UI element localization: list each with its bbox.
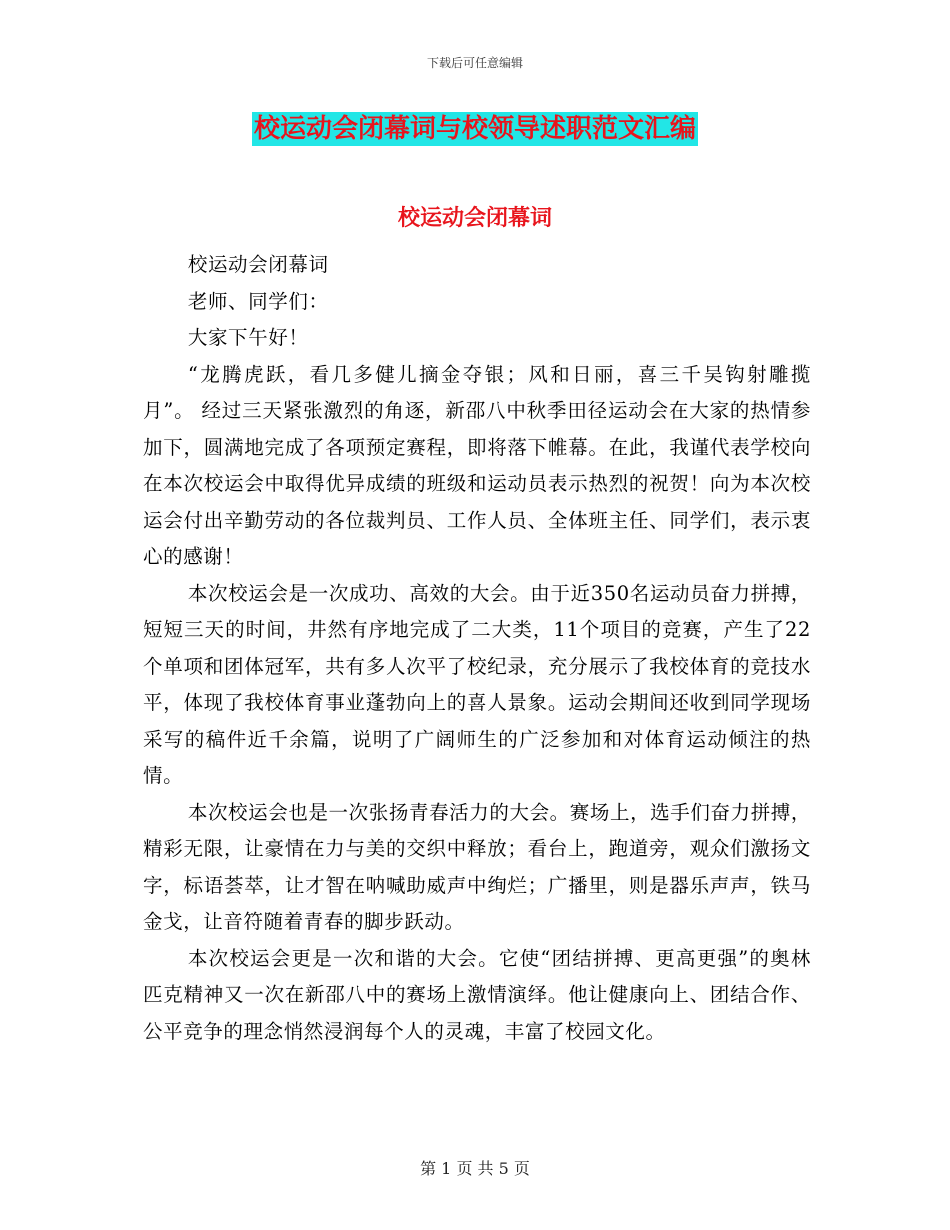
main-title: 校运动会闭幕词与校领导述职范文汇编 xyxy=(253,114,696,144)
paragraph-greeting: 大家下午好！ xyxy=(187,326,309,349)
paragraph: “龙腾虎跃，看几多健儿摘金夺银；风和日丽，喜三千吴钩射雕揽月”。 经过三天紧张激烈的角逐，新邵八中秋季田径运动会在大家的热情参加下，圆满地完成了各项预定赛程，即将落下帷幕。在此，我谨代表学校向在本次校运会中取得优异成绩的班级和运动员表示热烈的祝贺！向为本次校运会付出辛勤劳动的各位裁判员、工作人员、全体班主任、同学们，表示衷心的感谢！ xyxy=(143,362,811,568)
section-title: 校运动会闭幕词 xyxy=(397,206,552,231)
page-footer: 第 1 页 共 5 页 xyxy=(420,1159,530,1178)
document-body xyxy=(143,247,811,1050)
paragraph-salutation: 老师、同学们： xyxy=(187,289,329,313)
main-title-container xyxy=(0,112,950,146)
header-note: 下载后可任意编辑 xyxy=(426,56,523,70)
paragraph: 本次校运会也是一次张扬青春活力的大会。赛场上，选手们奋力拼搏，精彩无限，让豪情在力与美的交织中释放；看台上，跑道旁，观众们激扬文字，标语荟萃，让才智在呐喊助威声中绚烂；广播里，则是器乐声声，铁马金戈，让音符随着青春的脚步跃动。 xyxy=(143,800,811,933)
paragraph: 本次校运会更是一次和谐的大会。它使“团结拼搏、更高更强”的奥林匹克精神又一次在新邵八中的赛场上激情演绎。他让健康向上、团结合作、公平竞争的理念悄然浸润每个人的灵魂，丰富了校园文化。 xyxy=(143,946,811,1043)
paragraph: 本次校运会是一次成功、高效的大会。由于近350名运动员奋力拼搏，短短三天的时间，井然有序地完成了二大类，11个项目的竞赛，产生了22个单项和团体冠军，共有多人次平了校纪录，充分展示了我校体育的竞技水平，体现了我校体育事业蓬勃向上的喜人景象。运动会期间还收到同学现场采写的稿件近千余篇，说明了广阔师生的广泛参加和对体育运动倾注的热情。 xyxy=(143,581,811,787)
paragraph-heading: 校运动会闭幕词 xyxy=(187,253,329,276)
